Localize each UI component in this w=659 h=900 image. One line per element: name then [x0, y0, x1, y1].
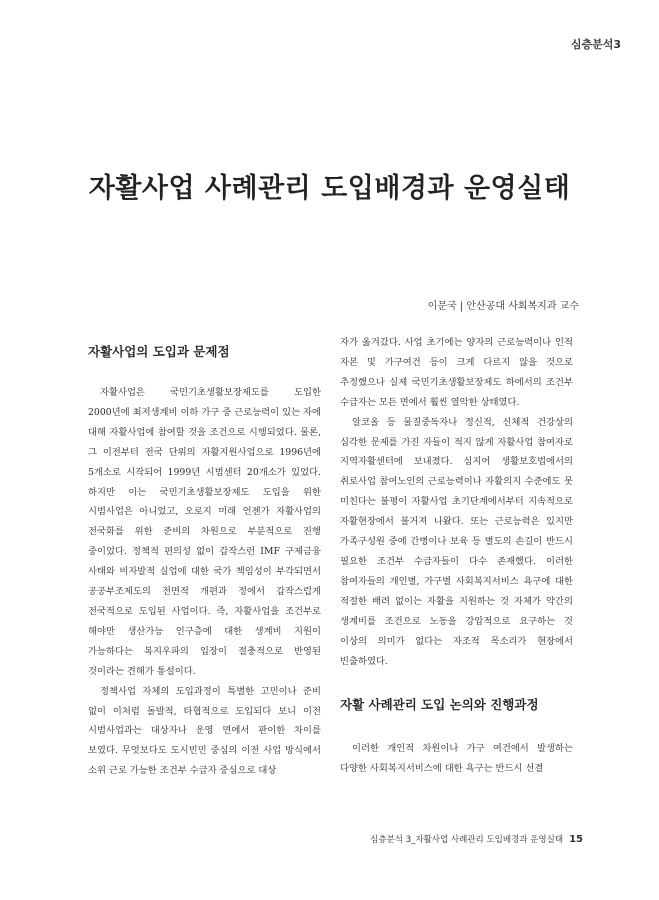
left-column	[88, 333, 321, 781]
right-column	[340, 333, 573, 779]
author-byline: 이문국 | 안산공대 사회복지과 교수	[427, 301, 579, 312]
section-heading: 자활사업의 도입과 문제점	[88, 344, 230, 359]
section-tag: 심층분석3	[570, 38, 621, 51]
page-footer	[370, 833, 583, 845]
section-heading: 자활 사례관리 도입 논의와 진행과정	[340, 697, 539, 713]
body-paragraph: 자가 옮겨갔다. 사업 초기에는 양자의 근로능력이나 인적 자본 및 가구여건 등이 크게 다르지 않을 것으로 추정했으나 실제 국민기초생활보장제도 하에서의 조건부 수급자는 모든 면에서 훨씬 열악한 상태였다.	[340, 337, 573, 408]
article-title: 자활사업 사례관리 도입배경과 운영실태	[88, 173, 571, 205]
page-number: 15	[569, 834, 583, 845]
body-paragraph: 정책사업 자체의 도입과정이 특별한 고민이나 준비 없이 이처럼 돌발적, 타협적으로 도입되다 보니 이전 시범사업과는 대상자나 운영 면에서 판이한 차이를 보였다. 무엇보다도 도시빈민 중심의 이전 사업 방식에서 소위 근로 가능한 조건부 수급자 중심으로 대상	[88, 685, 321, 777]
body-paragraph: 이러한 개인적 차원이나 가구 여건에서 발생하는 다양한 사회복지서비스에 대한 욕구는 반드시 선결	[340, 743, 573, 775]
body-paragraph: 알코올 등 물질중독자나 정신적, 신체적 건강상의 심각한 문제를 가진 자들이 적지 않게 자활사업 참여자로 지역자활센터에 보내졌다. 심지어 생활보호법에서의 취로사업 참여노인의 근로능력이나 자활의지 수준에도 못 미친다는 불평이 자활사업 초기단계에서부터 지속적으로 자활현장에서 불거져 나왔다. 또는 근로능력은 있지만 가족구성원 중에 간병이나 보육 등 별도의 손길이 반드시 필요한 조건부 수급자들이 다수 존재했다. 이러한 참여자들의 개인별, 가구별 사회복지서비스 욕구에 대한 적절한 배려 없이는 자활을 지원하는 것 자체가 약간의 생계비를 조건으로 노동을 강압적으로 요구하는 것 이상의 의미가 없다는 자조적 목소리가 현장에서 빈출하였다.	[340, 416, 573, 667]
running-title: 심층분석 3_자활사업 사례관리 도입배경과 운영실태	[370, 835, 564, 845]
body-paragraph: 자활사업은 국민기초생활보장제도를 도입한 2000년에 최저생계비 이하 가구 중 근로능력이 있는 자에 대해 자활사업에 참여할 것을 조건으로 시행되었다. 물론, 그 이전부터 전국 단위의 자활지원사업으로 1996년에 5개소로 시작되어 1999년 시범센터 20개소가 있었다. 하지만 이는 국민기초생활보장제도 도입을 위한 시범사업은 아니었고, 오로지 미래 언젠가 자활사업의 전국화를 위한 준비의 차원으로 부분적으로 진행 중이었다. 정책적 편의성 없이 갑작스런 IMF 구제금융 사태와 비자발적 실업에 대한 국가 책임성이 부각되면서 공공부조제도의 전면적 개편과 정에서 갑작스럽게 전국적으로 도입된 사업이다. 즉, 자활사업을 조건부로 해야만 생산가능 인구층에 대한 생계비 지원이 가능하다는 복지우파의 입장이 절충적으로 반영된 것이라는 견해가 통설이다.	[88, 387, 321, 677]
